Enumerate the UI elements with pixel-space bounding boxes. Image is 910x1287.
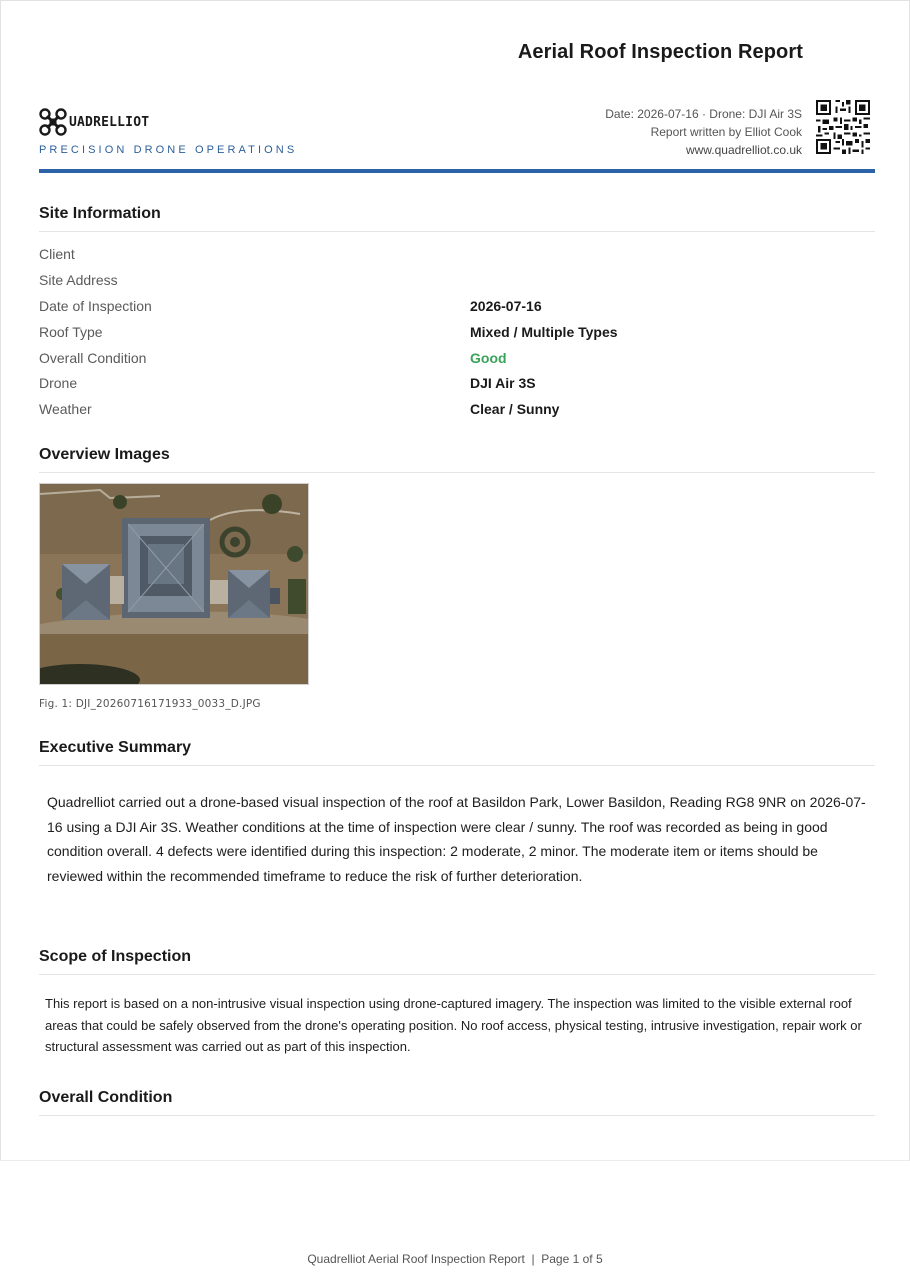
meta-author: Report written by Elliot Cook — [650, 125, 802, 139]
info-value: Mixed / Multiple Types — [470, 324, 618, 340]
info-label: Site Address — [39, 272, 118, 288]
info-row-client — [39, 246, 875, 272]
scope-heading: Scope of Inspection — [39, 948, 875, 975]
info-row-overall-condition — [39, 350, 875, 376]
executive-summary-text: Quadrelliot carried out a drone-based visual inspection of the roof at Basildon Park, Lower Basildon, Reading RG8 9NR on 2026-07-16 using a DJI Air 3S. Weather conditions at the time of inspection were clear / sunny. The roof was recorded as being in good condition overall. 4 defects were identified during this inspection: 2 moderate, 2 minor. The moderate item or items should be reviewed within the recommended timeframe to reduce the risk of further deterioration. — [47, 794, 866, 885]
info-label: Date of Inspection — [39, 298, 152, 314]
info-label: Roof Type — [39, 324, 103, 340]
info-value: DJI Air 3S — [470, 375, 536, 391]
brand-name: UADRELLIOT — [69, 114, 150, 130]
info-row-drone — [39, 375, 875, 401]
meta-website[interactable]: www.quadrelliot.co.uk — [685, 143, 802, 157]
executive-summary-heading: Executive Summary — [39, 739, 875, 766]
info-label: Drone — [39, 375, 78, 391]
page-footer: Quadrelliot Aerial Roof Inspection Report | Page 1 of 5 — [307, 1252, 603, 1266]
brand-logo — [39, 107, 297, 137]
info-value: Clear / Sunny — [470, 401, 560, 417]
info-value: 2026-07-16 — [470, 298, 542, 314]
overall-condition-heading: Overall Condition — [39, 1089, 875, 1116]
info-row-weather — [39, 401, 875, 427]
site-information-heading: Site Information — [39, 205, 875, 232]
meta-date-drone: Date: 2026-07-16 · Drone: DJI Air 3S — [605, 107, 802, 121]
aerial-photo-image — [40, 484, 309, 685]
report-meta — [605, 105, 802, 159]
info-row-site-address — [39, 272, 875, 298]
report-title: Aerial Roof Inspection Report — [517, 41, 803, 63]
info-label: Client — [39, 246, 75, 262]
info-label: Weather — [39, 401, 92, 417]
condition-status-value: Good — [470, 350, 507, 366]
info-label: Overall Condition — [39, 350, 147, 366]
scope-text: This report is based on a non-intrusive visual inspection using drone-captured imagery. The inspection was limited to the visible external roof areas that could be safely observed from the drone's operating position. No roof access, physical testing, intrusive investigation, repair work or structural assessment was carried out as part of this inspection. — [45, 996, 862, 1054]
brand-block — [39, 107, 297, 156]
qr-code-icon — [816, 100, 870, 154]
info-row-roof-type — [39, 324, 875, 350]
aerial-roof-photo[interactable] — [39, 483, 309, 685]
info-row-date — [39, 298, 875, 324]
drone-logo-icon — [39, 107, 67, 137]
header-divider — [39, 169, 875, 173]
overview-images-heading: Overview Images — [39, 446, 875, 473]
brand-tagline: PRECISION DRONE OPERATIONS — [39, 144, 298, 156]
image-caption: Fig. 1: DJI_20260716171933_0033_D.JPG — [39, 698, 261, 710]
